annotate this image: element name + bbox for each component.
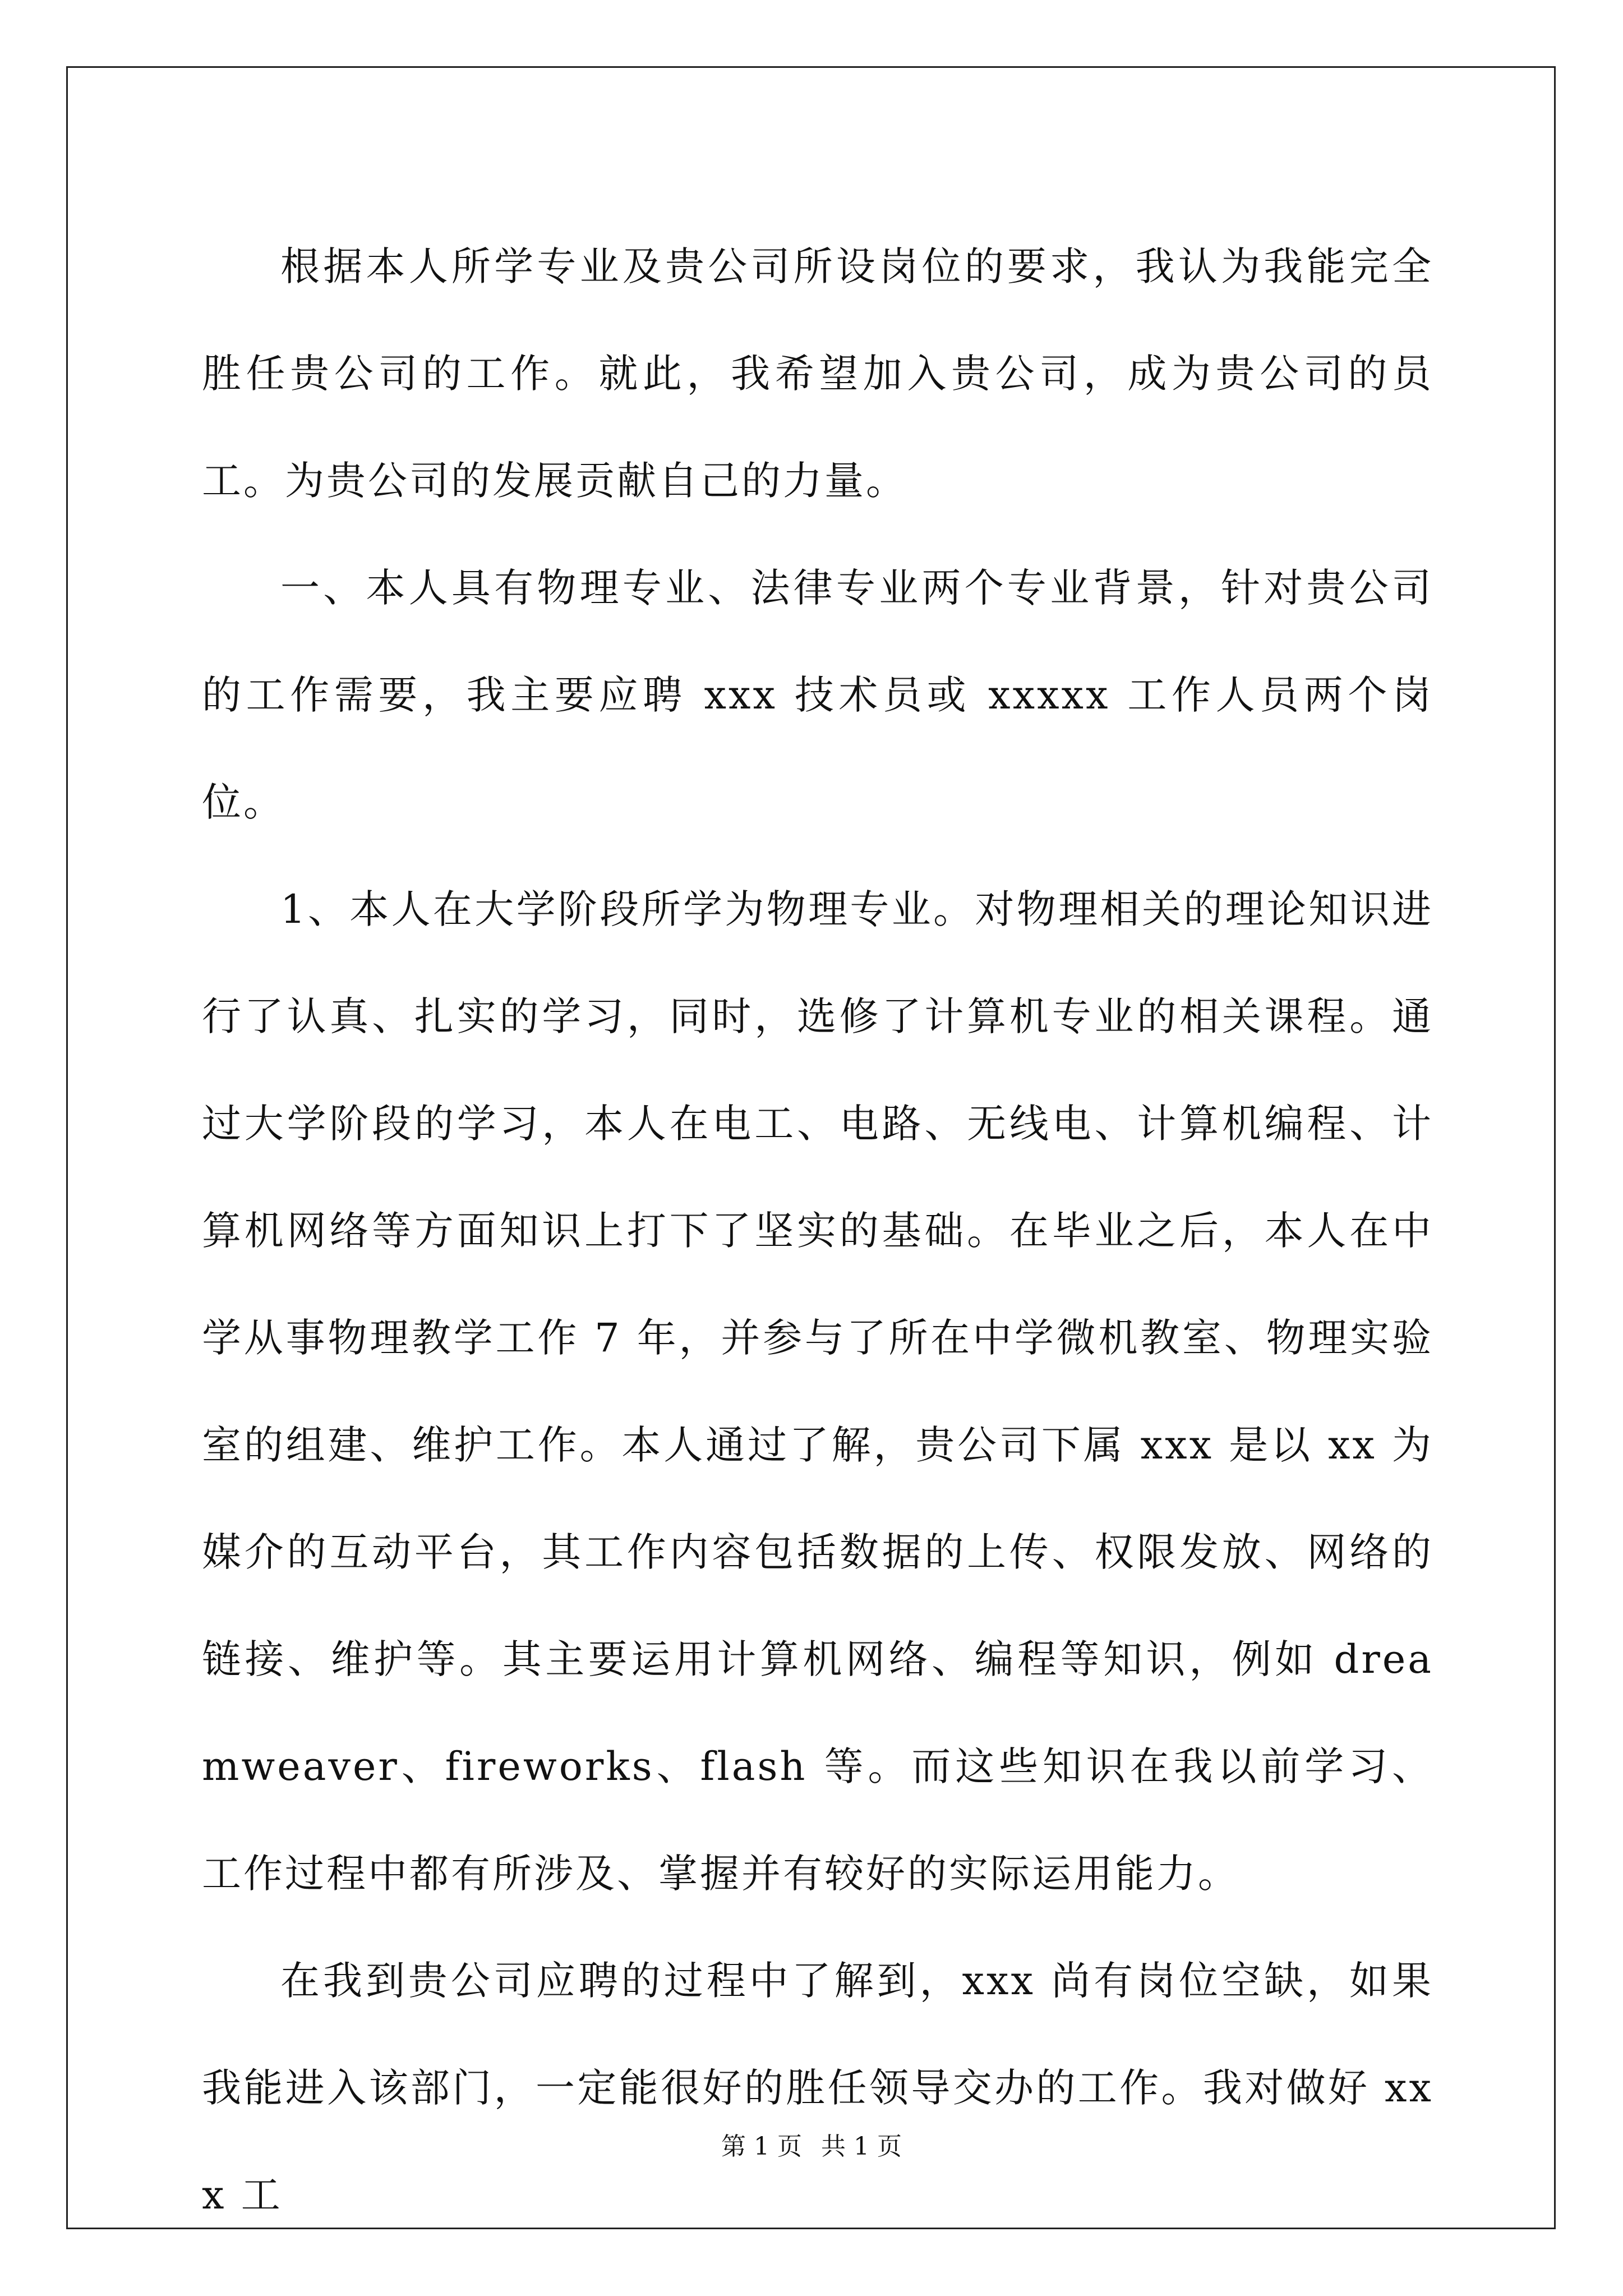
paragraph-1: 根据本人所学专业及贵公司所设岗位的要求，我认为我能完全胜任贵公司的工作。就此，我希望加入贵公司，成为贵公司的员工。为贵公司的发展贡献自己的力量。 — [202, 243, 1433, 504]
page-number: 第 1 页 — [721, 2132, 802, 2161]
paragraph-2: 一、本人具有物理专业、法律专业两个专业背景，针对贵公司的工作需要，我主要应聘 xxx 技术员或 xxxxx 工作人员两个岗位。 — [202, 565, 1433, 825]
page-footer — [0, 2126, 1623, 2162]
document-body — [202, 213, 1433, 2249]
paragraph-3: 1、本人在大学阶段所学为物理专业。对物理相关的理论知识进行了认真、扎实的学习，同时，选修了计算机专业的相关课程。通过大学阶段的学习，本人在电工、电路、无线电、计算机编程、计算机网络等方面知识上打下了坚实的基础。在毕业之后，本人在中学从事物理教学工作 7 年，并参与了所在中学微机教室、物理实验室的组建、维护工作。本人通过了解，贵公司下属 xxx 是以 xx 为媒介的互动平台，其工作内容包括数据的上传、权限发放、网络的链接、维护等。其主要运用计算机网络、编程等知识，例如 dreamweaver、fireworks、flash 等。而这些知识在我以前学习、工作过程中都有所涉及、掌握并有较好的实际运用能力。 — [202, 886, 1433, 1897]
page-total: 共 1 页 — [821, 2132, 902, 2161]
paragraph-4: 在我到贵公司应聘的过程中了解到，xxx 尚有岗位空缺，如果我能进入该部门，一定能很好的胜任领导交办的工作。我对做好 xxx 工 — [202, 1958, 1433, 2218]
